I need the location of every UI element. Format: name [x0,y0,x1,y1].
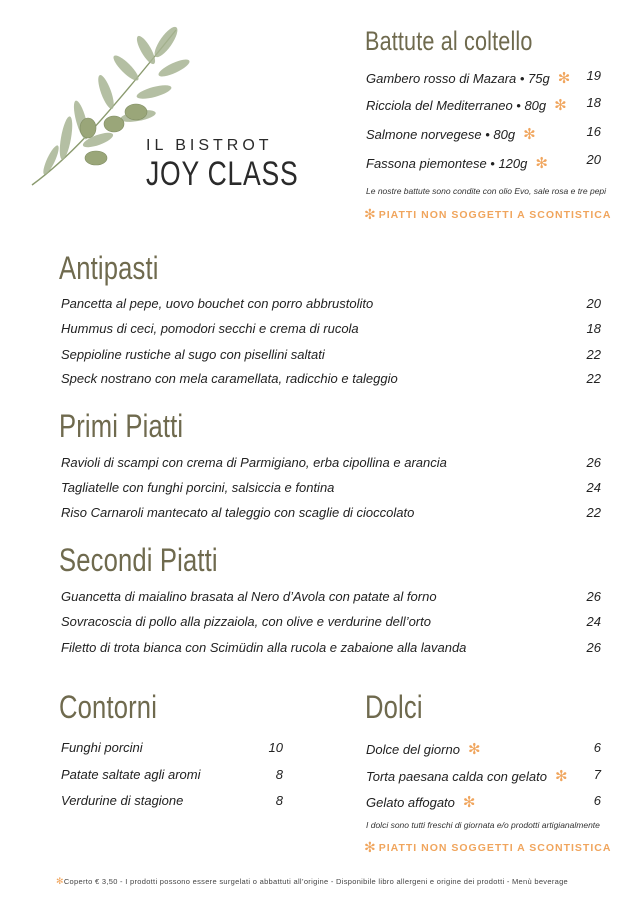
no-discount-notice: ✻ PIATTI NON SOGGETTI A SCONTISTICA [364,206,612,222]
item-price: 20 [586,152,601,167]
item-price: 7 [593,767,601,782]
section-title-antipasti: Antipasti [59,250,159,286]
menu-item: Verdurine di stagione [61,793,184,808]
section-title-primi: Primi Piatti [59,408,184,444]
footer-text: Coperto € 3,50 - I prodotti possono essere surgelati o abbattuti all’origine - Disponibile libro allergeni e origine dei prodotti - Menù beverage [63,877,569,886]
item-name: Salmone norvegese • 80g [366,127,516,142]
menu-item [366,96,567,114]
asterisk-icon: ✻ [523,126,536,143]
menu-item [366,125,536,143]
item-name: Ricciola del Mediterraneo • 80g [366,98,547,113]
menu-item: Hummus di ceci, pomodori secchi e crema di rucola [61,321,359,336]
item-price: 26 [586,589,601,604]
item-price: 6 [593,793,601,808]
item-price: 16 [586,124,601,139]
asterisk-icon: ✻ [554,768,568,785]
item-price: 26 [586,640,601,655]
menu-item [366,154,548,172]
asterisk-icon: ✻ [535,155,548,172]
menu-item: Speck nostrano con mela caramellata, radicchio e taleggio [61,371,398,386]
footer-note [56,876,568,887]
item-price: 18 [586,321,601,336]
asterisk-icon: ✻ [462,794,476,811]
menu-item: Pancetta al pepe, uovo bouchet con porro abbrustolito [61,296,374,311]
item-price: 20 [586,296,601,311]
section-title-dolci: Dolci [365,689,423,725]
item-name: Gelato affogato [366,795,455,810]
menu-item: Guancetta di maialino brasata al Nero d’Avola con patate al forno [61,589,437,604]
menu-item: Ravioli di scampi con crema di Parmigiano, erba cipollina e arancia [61,455,447,470]
item-price: 8 [275,767,283,782]
item-price: 24 [586,480,601,495]
item-price: 6 [593,740,601,755]
menu-item: Patate saltate agli aromi [61,767,201,782]
menu-item: Filetto di trota bianca con Scimüdin alla rucola e zabaione alla lavanda [61,640,467,655]
item-price: 18 [586,95,601,110]
item-price: 22 [586,505,601,520]
section-title-contorni: Contorni [59,689,158,725]
item-name: Dolce del giorno [366,742,460,757]
section-title-secondi: Secondi Piatti [59,542,218,578]
dolci-note: I dolci sono tutti freschi di giornata e/o prodotti artigianalmente [366,820,600,830]
item-name: Torta paesana calda con gelato [366,769,547,784]
menu-item [366,740,481,758]
menu-item [366,767,568,785]
brand-line-2: JOY CLASS [146,155,299,193]
menu-item: Tagliatelle con funghi porcini, salsiccia e fontina [61,480,335,495]
item-price: 22 [586,347,601,362]
item-price: 22 [586,371,601,386]
asterisk-icon: ✻ [364,839,377,855]
item-price: 24 [586,614,601,629]
item-name: Fassona piemontese • 120g [366,156,528,171]
brand-line-1: IL BISTROT [146,137,273,154]
asterisk-icon: ✻ [467,741,481,758]
menu-item [366,69,570,87]
menu-item: Seppioline rustiche al sugo con pisellini saltati [61,347,325,362]
asterisk-icon: ✻ [554,97,567,114]
item-price: 26 [586,455,601,470]
asterisk-icon: ✻ [557,70,571,87]
menu-item: Funghi porcini [61,740,143,755]
asterisk-icon: ✻ [56,876,64,886]
item-price: 19 [586,68,601,83]
asterisk-icon: ✻ [364,206,377,222]
menu-item: Riso Carnaroli mantecato al taleggio con scaglie di cioccolato [61,505,415,520]
menu-item: Sovracoscia di pollo alla pizzaiola, con olive e verdurine dell’orto [61,614,431,629]
item-price: 8 [275,793,283,808]
item-name: Gambero rosso di Mazara • 75g [366,71,550,86]
battute-note: Le nostre battute sono condite con olio Evo, sale rosa e tre pepi [366,186,607,196]
no-discount-notice: ✻ PIATTI NON SOGGETTI A SCONTISTICA [364,839,612,855]
menu-item [366,793,475,811]
item-price: 10 [268,740,283,755]
section-title-battute: Battute al coltello [365,26,533,56]
